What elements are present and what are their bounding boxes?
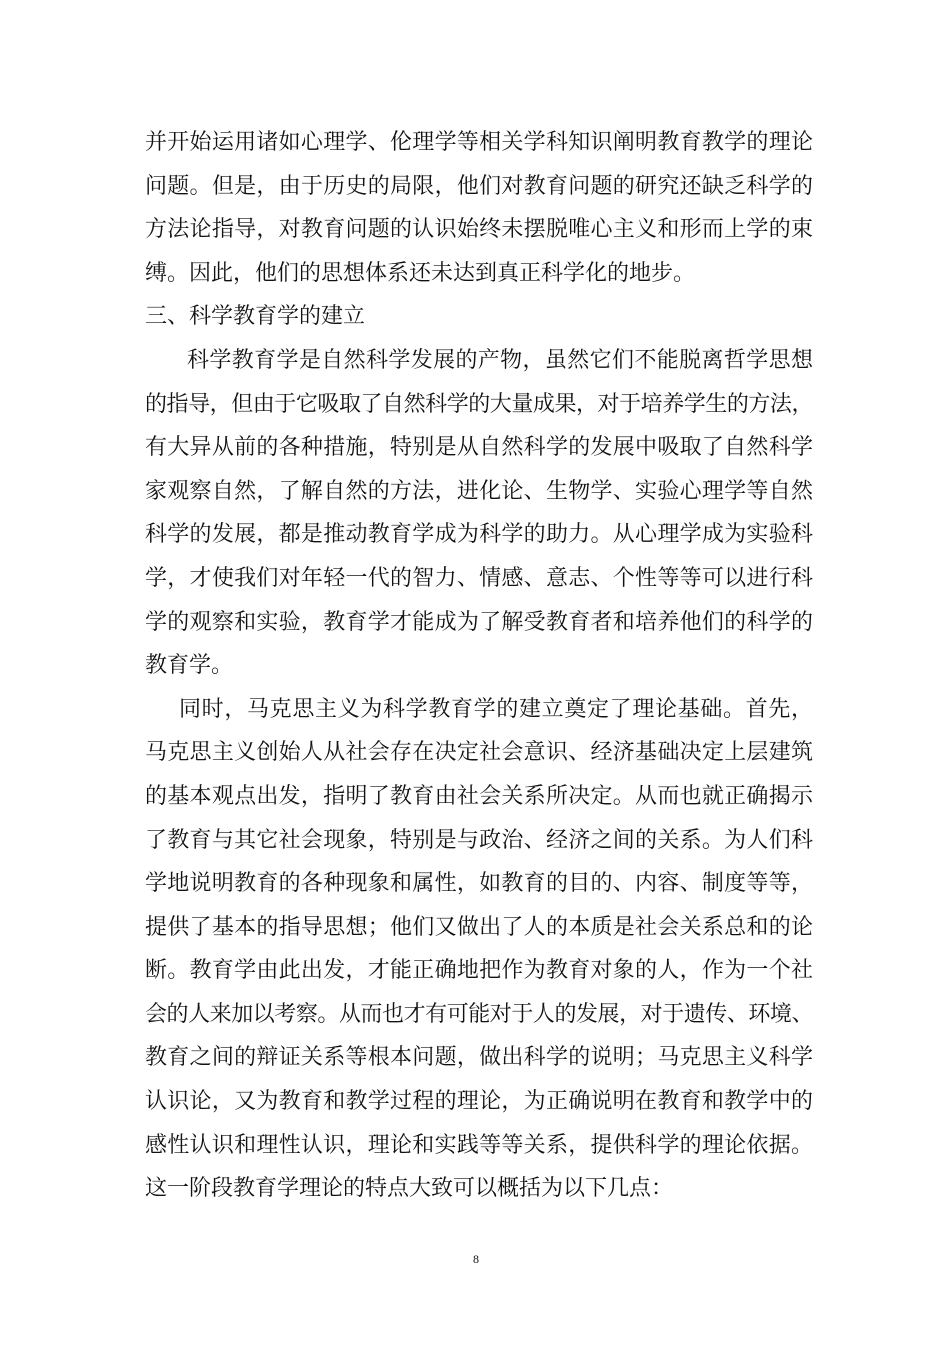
body-text (145, 121, 813, 1211)
page-number: 8 (473, 1252, 479, 1266)
text-line: 马克思主义创始人从社会存在决定社会意识、经济基础决定上层建筑 (145, 740, 813, 766)
paragraph-first-line: 同时，马克思主义为科学教育学的建立奠定了理论基础。首先， (179, 696, 813, 722)
text-line: 教育之间的辩证关系等根本问题，做出科学的说明；马克思主义科学 (145, 1045, 813, 1071)
text-line: 有大异从前的各种措施，特别是从自然科学的发展中吸取了自然科学 (145, 435, 813, 461)
text-line: 缚。因此，他们的思想体系还未达到真正科学化的地步。 (145, 260, 696, 286)
text-line: 学，才使我们对年轻一代的智力、情感、意志、个性等等可以进行科 (145, 565, 813, 591)
text-line: 并开始运用诸如心理学、伦理学等相关学科知识阐明教育教学的理论 (145, 130, 813, 155)
text-line: 学地说明教育的各种现象和属性，如教育的目的、内容、制度等等， (145, 871, 813, 897)
text-line: 会的人来加以考察。从而也才有可能对于人的发展，对于遗传、环境、 (145, 1001, 813, 1027)
text-line: 教育学。 (145, 653, 234, 679)
text-line: 提供了基本的指导思想；他们又做出了人的本质是社会关系总和的论 (145, 914, 813, 940)
text-line: 方法论指导，对教育问题的认识始终未摆脱唯心主义和形而上学的束 (145, 217, 813, 243)
paragraph-first-line: 科学教育学是自然科学发展的产物，虽然它们不能脱离哲学思想 (187, 347, 813, 373)
text-line: 问题。但是，由于历史的局限，他们对教育问题的研究还缺乏科学的 (145, 173, 813, 199)
text-line: 断。教育学由此出发，才能正确地把作为教育对象的人，作为一个社 (145, 958, 813, 984)
text-line: 科学的发展，都是推动教育学成为科学的助力。从心理学成为实验科 (145, 522, 813, 548)
text-line: 认识论，又为教育和教学过程的理论，为正确说明在教育和教学中的 (145, 1089, 813, 1115)
text-line: 家观察自然，了解自然的方法，进化论、生物学、实验心理学等自然 (145, 478, 813, 504)
text-line: 学的观察和实验，教育学才能成为了解受教育者和培养他们的科学的 (145, 609, 813, 635)
text-line: 了教育与其它社会现象，特别是与政治、经济之间的关系。为人们科 (145, 827, 813, 853)
text-line: 的指导，但由于它吸取了自然科学的大量成果，对于培养学生的方法， (145, 391, 813, 417)
text-line: 这一阶段教育学理论的特点大致可以概括为以下几点： (145, 1176, 674, 1202)
section-heading: 三、科学教育学的建立 (145, 304, 366, 330)
text-line: 的基本观点出发，指明了教育由社会关系所决定。从而也就正确揭示 (145, 783, 813, 809)
text-line: 感性认识和理性认识，理论和实践等等关系，提供科学的理论依据。 (145, 1132, 813, 1158)
